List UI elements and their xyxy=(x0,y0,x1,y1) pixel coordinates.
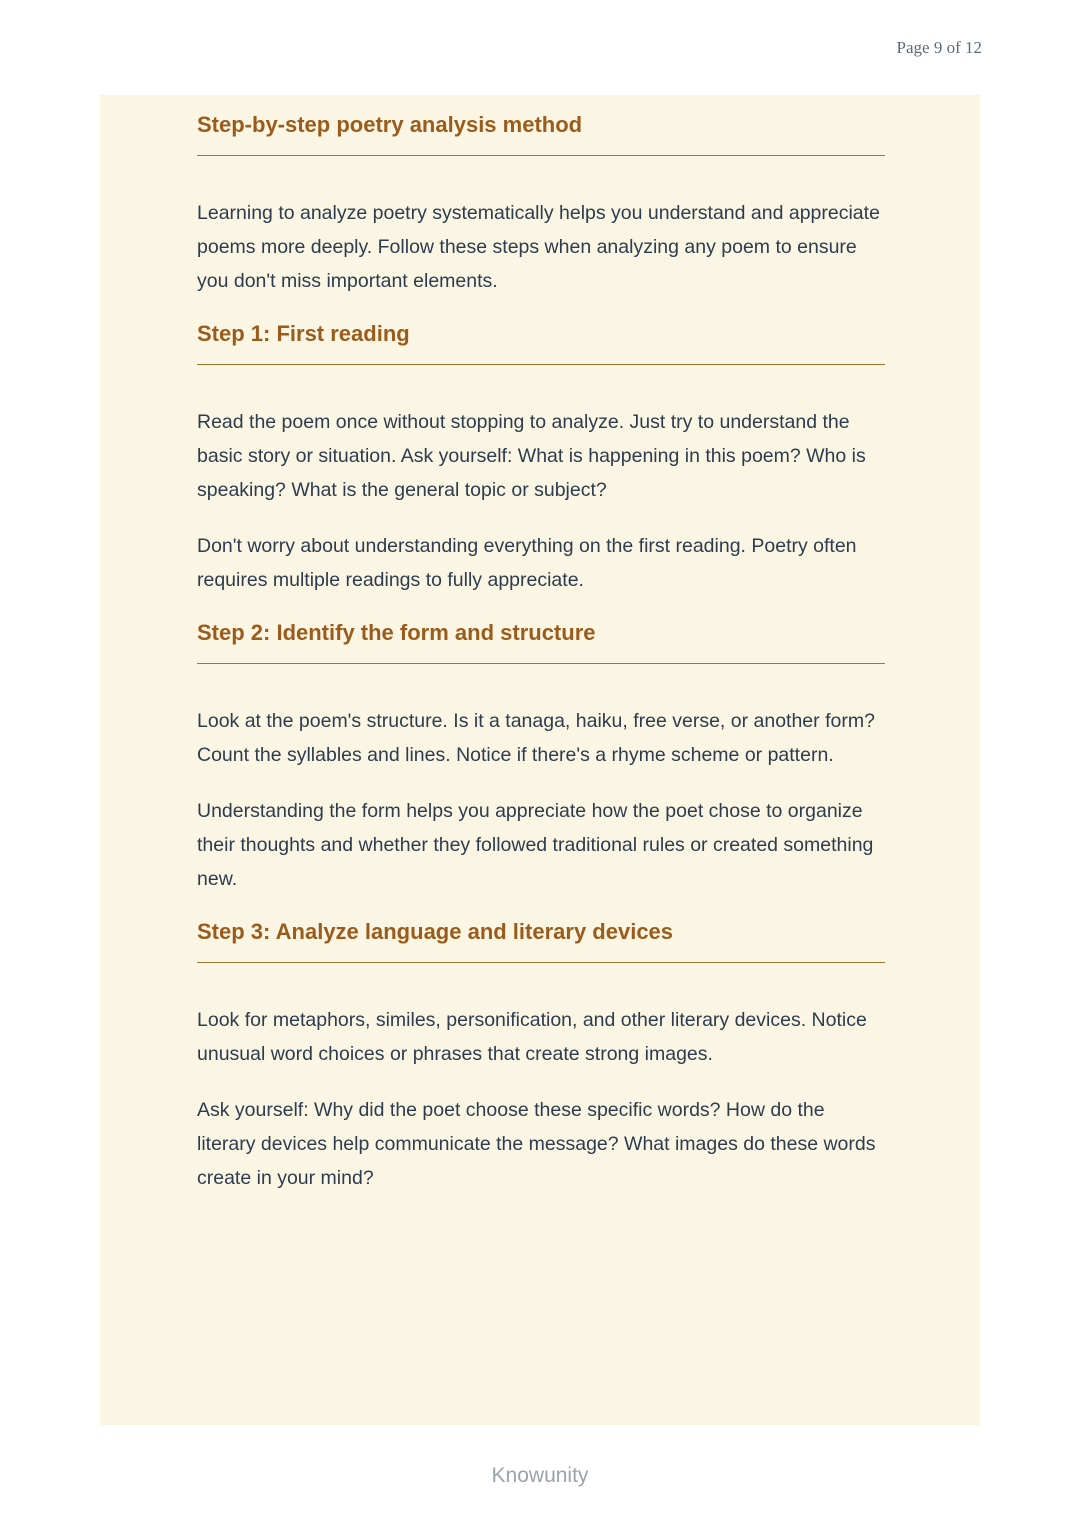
step-1-paragraph-1: Read the poem once without stopping to analyze. Just try to understand the basic story or situation. Ask yourself: What is happening in this poem? Who is speaking? What is the general topic or subject? xyxy=(197,411,866,501)
step-3-paragraph-2: Ask yourself: Why did the poet choose these specific words? How do the literary devices help communicate the message? What images do these words create in your mind? xyxy=(197,1099,876,1189)
step-2-paragraph-1: Look at the poem's structure. Is it a tanaga, haiku, free verse, or another form? Count the syllables and lines. Notice if there's a rhyme scheme or pattern. xyxy=(197,710,875,766)
document-title: Step-by-step poetry analysis method xyxy=(197,111,885,156)
page-number-indicator: Page 9 of 12 xyxy=(896,38,982,57)
content-card xyxy=(100,95,980,1425)
footer-brand: Knowunity xyxy=(491,1464,589,1487)
intro-paragraph: Learning to analyze poetry systematically helps you understand and appreciate poems more deeply. Follow these steps when analyzing any poem to ensure you don't miss important elements. xyxy=(197,202,880,292)
step-3-paragraph-1: Look for metaphors, similes, personification, and other literary devices. Notice unusual word choices or phrases that create strong images. xyxy=(197,1009,867,1065)
step-2-paragraph-2: Understanding the form helps you appreciate how the poet chose to organize their thoughts and whether they followed traditional rules or created something new. xyxy=(197,800,874,890)
section-heading-step-2: Step 2: Identify the form and structure xyxy=(197,619,885,664)
section-heading-step-3: Step 3: Analyze language and literary devices xyxy=(197,918,885,963)
section-heading-step-1: Step 1: First reading xyxy=(197,320,885,365)
step-1-paragraph-2: Don't worry about understanding everything on the first reading. Poetry often requires multiple readings to fully appreciate. xyxy=(197,535,857,591)
